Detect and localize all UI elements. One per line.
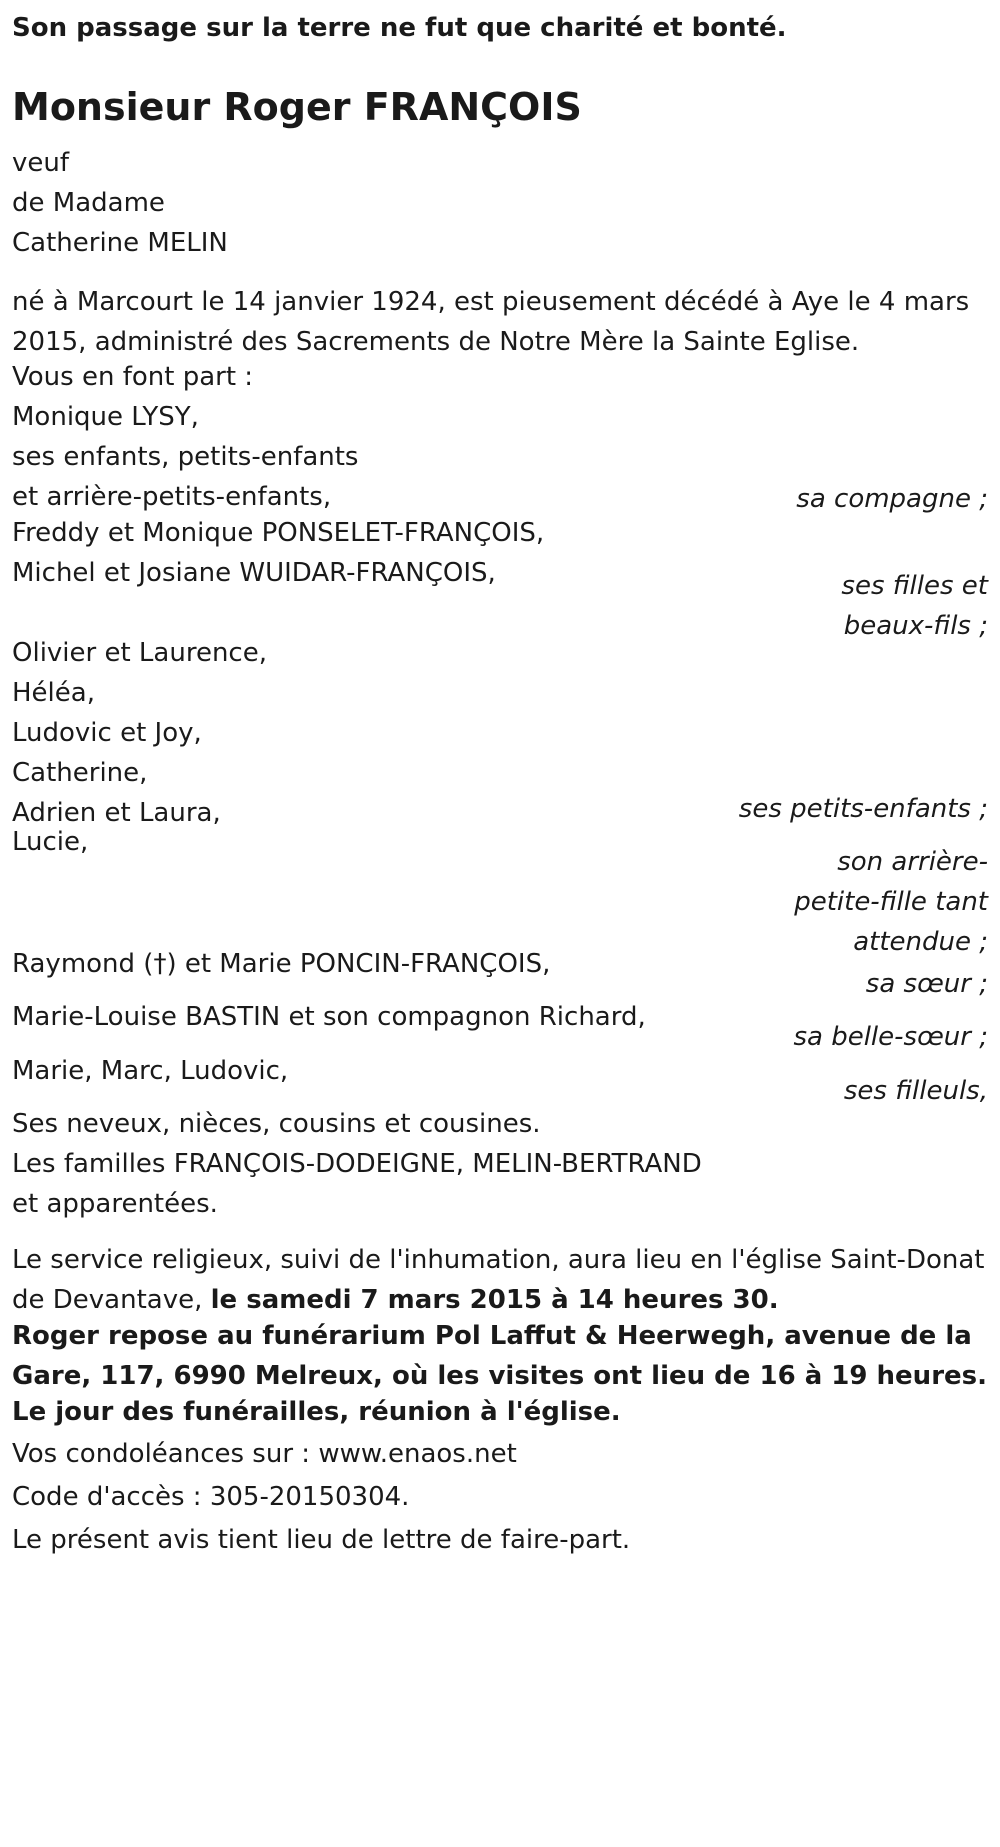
motto: Son passage sur la terre ne fut que charité et bonté. bbox=[12, 13, 787, 43]
grandchild-line: Adrien et Laura, bbox=[12, 798, 221, 828]
godchildren: Marie, Marc, Ludovic, bbox=[12, 1056, 289, 1086]
funerarium-line: Roger repose au funérarium Pol Laffut & Heerwegh, avenue de la bbox=[12, 1321, 972, 1351]
meeting-info: Le jour des funérailles, réunion à l'église. bbox=[12, 1397, 621, 1427]
service-info bbox=[12, 1240, 988, 1320]
companion-line: ses enfants, petits-enfants bbox=[12, 442, 359, 472]
sister: Raymond (†) et Marie PONCIN-FRANÇOIS, bbox=[12, 949, 551, 979]
announce-text: Vous en font part : bbox=[12, 362, 254, 392]
daughters-relation-line: beaux-fils ; bbox=[843, 611, 988, 641]
birth-death-line: né à Marcourt le 14 janvier 1924, est pieusement décédé à Aye le 4 mars bbox=[12, 287, 970, 317]
footer-note: Le présent avis tient lieu de lettre de faire-part. bbox=[12, 1525, 631, 1555]
funerarium-line: Gare, 117, 6990 Melreux, où les visites ont lieu de 16 à 19 heures. bbox=[12, 1361, 987, 1391]
spouse-line: Catherine MELIN bbox=[12, 228, 228, 258]
grandchild-line: Héléa, bbox=[12, 678, 95, 708]
service-line bbox=[12, 1280, 988, 1320]
service-date: le samedi 7 mars 2015 à 14 heures 30. bbox=[210, 1285, 779, 1315]
relatives-block bbox=[12, 1104, 988, 1224]
grandchild-line: Catherine, bbox=[12, 758, 148, 788]
spouse-line: veuf bbox=[12, 148, 70, 178]
condolences: Vos condoléances sur : www.enaos.net bbox=[12, 1439, 517, 1469]
grandchildren-relation: ses petits-enfants ; bbox=[738, 794, 988, 824]
great-grandchild-relation-line: petite-fille tant bbox=[794, 887, 988, 917]
great-grandchild-relation-line: attendue ; bbox=[853, 927, 988, 957]
companion-line: Monique LYSY, bbox=[12, 402, 199, 432]
spouse-line: de Madame bbox=[12, 188, 165, 218]
relatives-line: Ses neveux, nièces, cousins et cousines. bbox=[12, 1109, 541, 1139]
companion-relation: sa compagne ; bbox=[796, 484, 988, 514]
daughters-relation-line: ses filles et bbox=[841, 571, 988, 601]
deceased-name: Monsieur Roger FRANÇOIS bbox=[12, 85, 582, 129]
service-place: de Devantave, bbox=[12, 1285, 211, 1315]
sister-in-law-relation: sa belle-sœur ; bbox=[793, 1022, 988, 1052]
funerarium-info bbox=[12, 1316, 988, 1396]
daughter-line: Michel et Josiane WUIDAR-FRANÇOIS, bbox=[12, 558, 496, 588]
great-grandchild-relation-line: son arrière- bbox=[837, 847, 988, 877]
relatives-line: Les familles FRANÇOIS-DODEIGNE, MELIN-BERTRAND bbox=[12, 1149, 702, 1179]
spouse-block bbox=[12, 143, 988, 263]
service-line: Le service religieux, suivi de l'inhumation, aura lieu en l'église Saint-Donat bbox=[12, 1245, 985, 1275]
grandchild-line: Olivier et Laurence, bbox=[12, 638, 267, 668]
birth-death bbox=[12, 282, 988, 362]
birth-death-line: 2015, administré des Sacrements de Notre Mère la Sainte Eglise. bbox=[12, 327, 860, 357]
sister-in-law: Marie-Louise BASTIN et son compagnon Richard, bbox=[12, 1002, 646, 1032]
grandchild-line: Ludovic et Joy, bbox=[12, 718, 202, 748]
relatives-line: et apparentées. bbox=[12, 1189, 218, 1219]
access-code: Code d'accès : 305-20150304. bbox=[12, 1482, 410, 1512]
daughter-line: Freddy et Monique PONSELET-FRANÇOIS, bbox=[12, 518, 545, 548]
godchildren-relation: ses filleuls, bbox=[843, 1076, 988, 1106]
companion-line: et arrière-petits-enfants, bbox=[12, 482, 332, 512]
sister-relation: sa sœur ; bbox=[865, 969, 988, 999]
great-grandchild: Lucie, bbox=[12, 827, 89, 857]
